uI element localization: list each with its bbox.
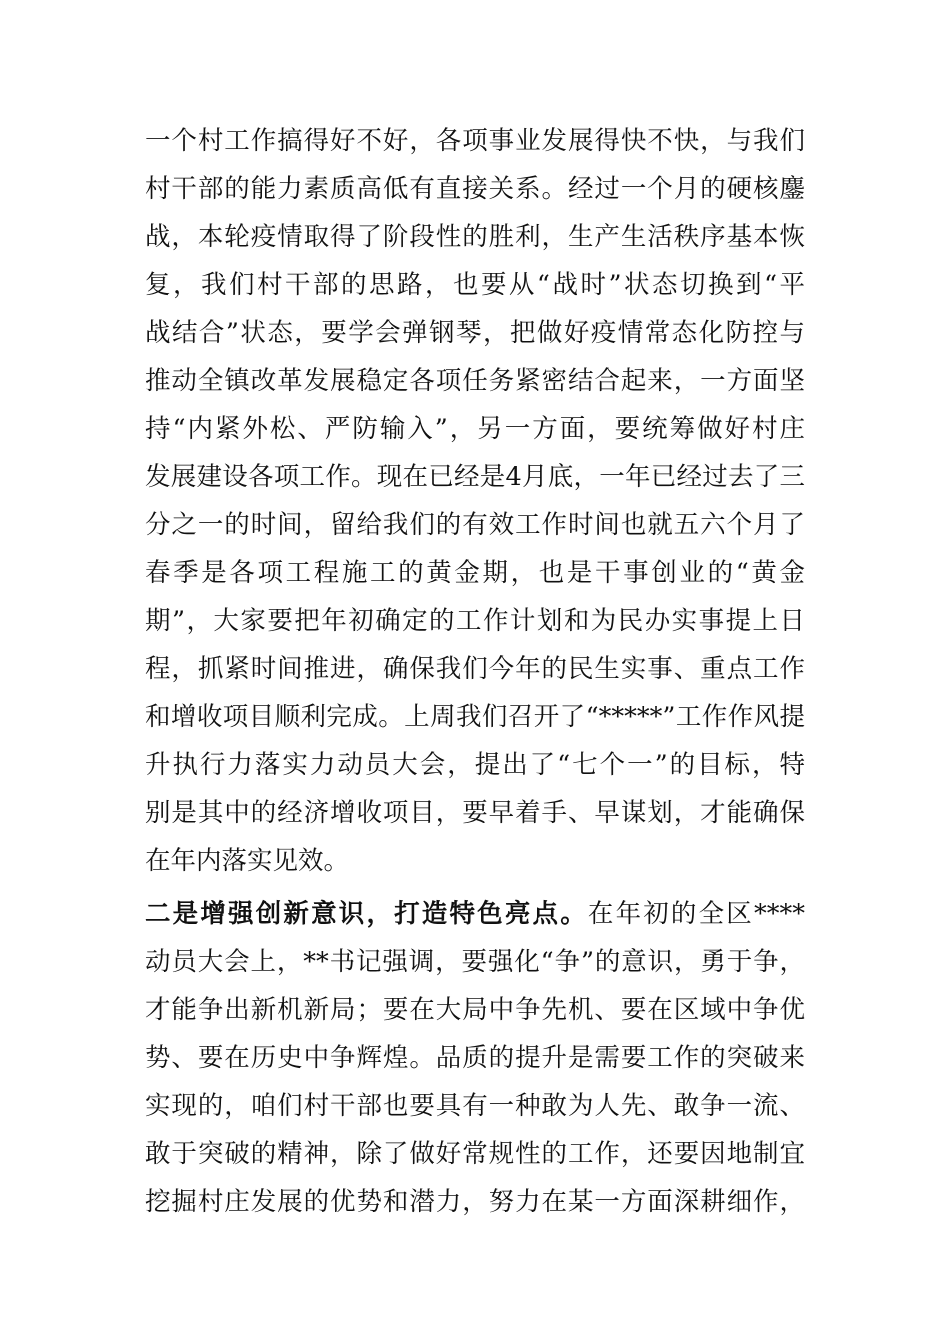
text-line: 敢于突破的精神，除了做好常规性的工作，还要因地制宜 xyxy=(145,1139,805,1169)
text-line: 一个村工作搞得好不好，各项事业发展得快不快，与我们 xyxy=(145,126,805,156)
text-line: 推动全镇改革发展稳定各项任务紧密结合起来，一方面坚 xyxy=(145,366,805,396)
heading-line-rest: 在年初的全区**** xyxy=(587,899,805,929)
text-line: 战结合”状态，要学会弹钢琴，把做好疫情常态化防控与 xyxy=(145,318,805,348)
text-line: 才能争出新机新局；要在大局中争先机、要在区域中争优 xyxy=(145,995,805,1025)
text-line: 别是其中的经济增收项目，要早着手、早谋划，才能确保 xyxy=(145,798,805,828)
text-line: 升执行力落实力动员大会，提出了“七个一”的目标，特 xyxy=(145,750,805,780)
text-line: 分之一的时间，留给我们的有效工作时间也就五六个月了 xyxy=(145,510,805,540)
paragraph-2 xyxy=(145,890,805,1226)
text-line: 村干部的能力素质高低有直接关系。经过一个月的硬核鏖 xyxy=(145,174,805,204)
text-line: 实现的，咱们村干部也要具有一种敢为人先、敢争一流、 xyxy=(145,1091,805,1121)
heading-line xyxy=(145,890,805,938)
text-line: 期”，大家要把年初确定的工作计划和为民办实事提上日 xyxy=(145,606,805,636)
text-line: 发展建设各项工作。现在已经是4月底，一年已经过去了三 xyxy=(145,462,805,492)
text-line: 持“内紧外松、严防输入”，另一方面，要统筹做好村庄 xyxy=(145,414,805,444)
text-line: 战，本轮疫情取得了阶段性的胜利，生产生活秩序基本恢 xyxy=(145,222,805,252)
text-line: 春季是各项工程施工的黄金期，也是干事创业的“黄金 xyxy=(145,558,805,588)
text-line: 挖掘村庄发展的优势和潜力，努力在某一方面深耕细作， xyxy=(145,1187,805,1217)
text-line: 复，我们村干部的思路，也要从“战时”状态切换到“平 xyxy=(145,270,805,300)
text-line: 和增收项目顺利完成。上周我们召开了“*****”工作作风提 xyxy=(145,702,805,732)
text-line: 在年内落实见效。 xyxy=(145,846,350,876)
section-heading: 二是增强创新意识，打造特色亮点。 xyxy=(145,899,588,929)
text-line: 势、要在历史中争辉煌。品质的提升是需要工作的突破来 xyxy=(145,1043,805,1073)
text-line: 动员大会上，**书记强调，要强化“争”的意识，勇于争， xyxy=(145,947,805,977)
text-line: 程，抓紧时间推进，确保我们今年的民生实事、重点工作 xyxy=(145,654,805,684)
paragraph-1 xyxy=(145,117,805,885)
